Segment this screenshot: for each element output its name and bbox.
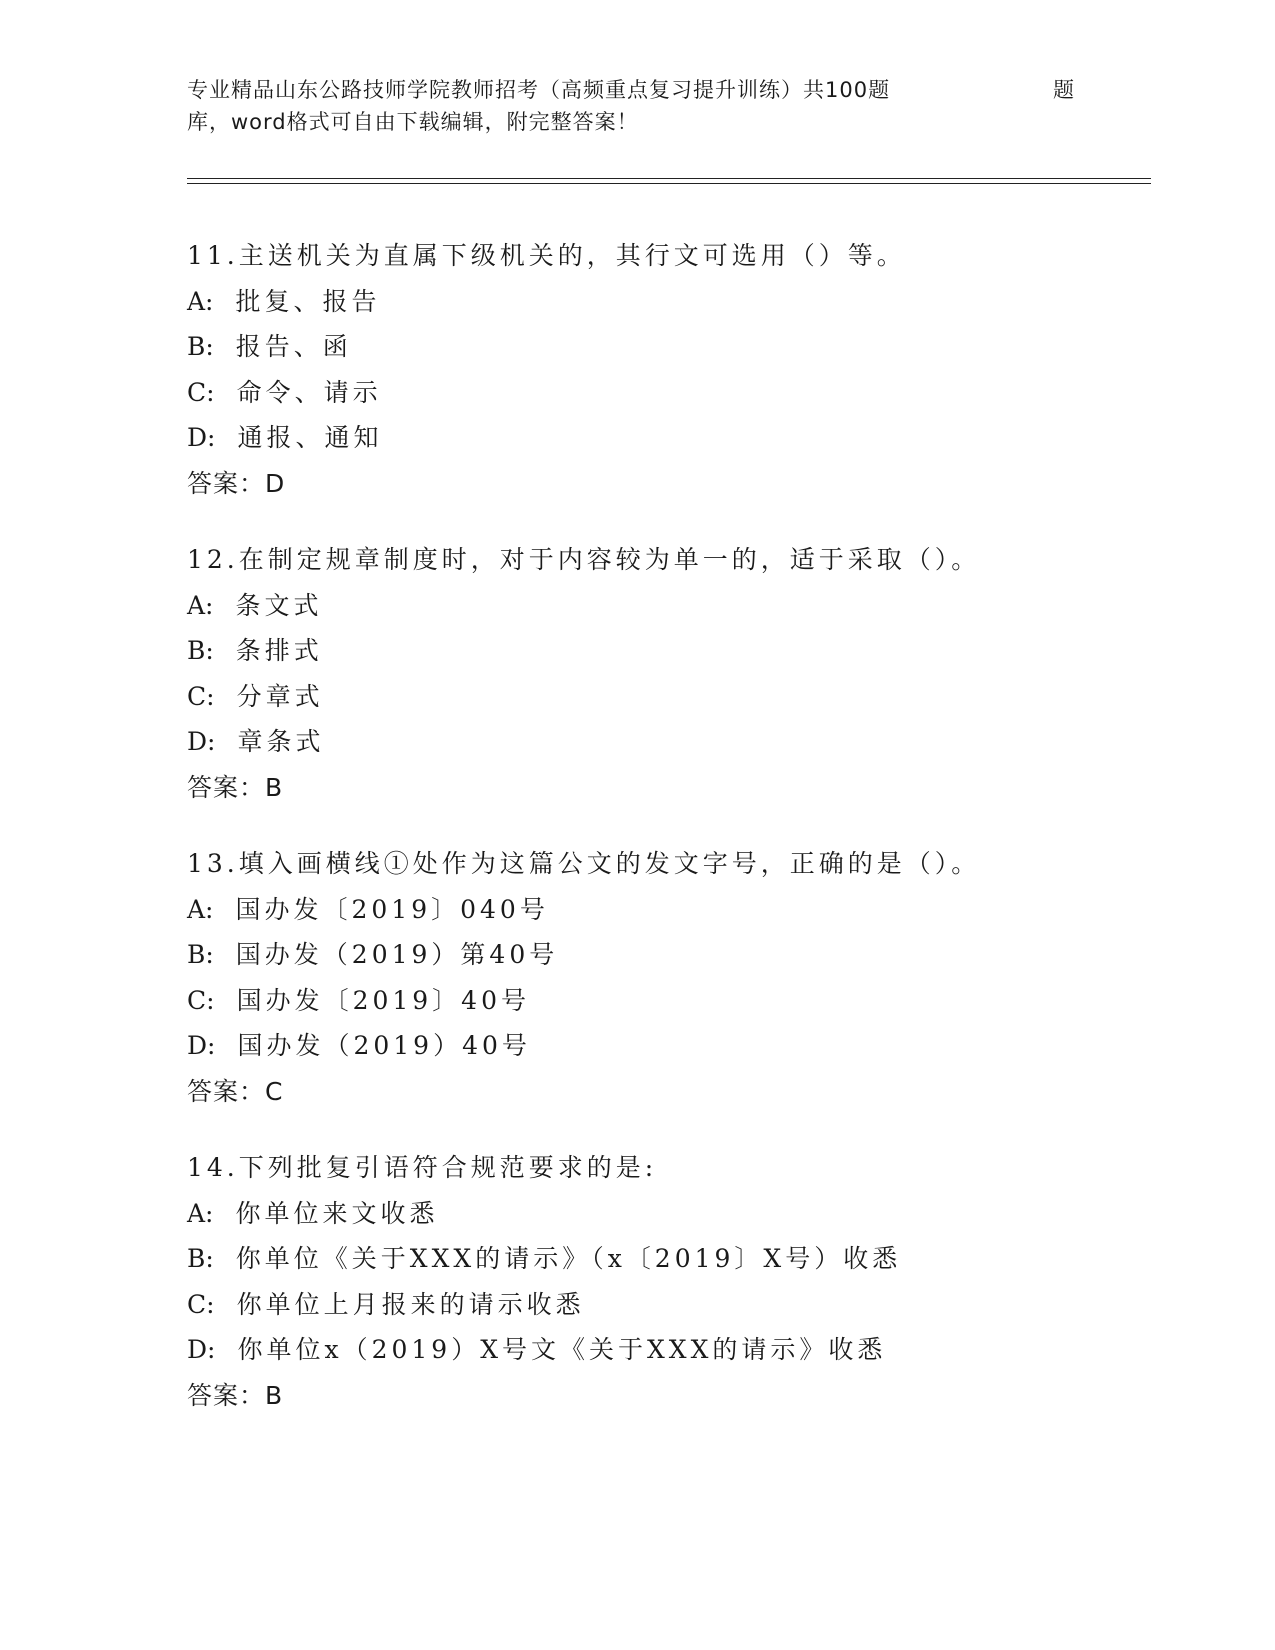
option-letter: C: [187, 681, 215, 711]
option-a [187, 279, 1147, 325]
option-letter: D: [187, 1031, 216, 1060]
option-text: 分章式 [236, 681, 324, 711]
option-letter: A: [187, 590, 214, 620]
option-text: 你单位来文收悉 [235, 1198, 439, 1228]
question-11 [187, 233, 1147, 506]
header-divider-top [187, 178, 1151, 179]
option-d [187, 719, 1147, 765]
option-b [187, 932, 1147, 978]
option-letter: A: [187, 1198, 214, 1228]
question-stem: 12.在制定规章制度时，对于内容较为单一的，适于采取（）。 [187, 545, 981, 574]
option-letter: B: [187, 940, 214, 969]
option-letter: C: [187, 377, 215, 407]
option-a [187, 583, 1147, 629]
header-title-tail: 题 [1053, 78, 1075, 102]
option-letter: A: [187, 286, 214, 316]
option-text: 国办发（2019）40号 [237, 1031, 531, 1060]
question-list [187, 233, 1147, 1449]
document-header [187, 74, 1087, 138]
option-text: 你单位x（2019）X号文《关于XXX的请示》收悉 [237, 1335, 887, 1364]
option-letter: C: [187, 1289, 215, 1319]
answer-line: 答案：D [187, 468, 286, 498]
option-b [187, 1236, 1147, 1282]
option-letter: B: [187, 636, 214, 665]
option-letter: B: [187, 1244, 214, 1273]
option-letter: D: [187, 1335, 216, 1364]
header-line-1 [187, 74, 1087, 106]
question-13 [187, 841, 1147, 1114]
option-a [187, 1191, 1147, 1237]
option-letter: C: [187, 985, 215, 1015]
question-12 [187, 537, 1147, 810]
option-d [187, 415, 1147, 461]
option-text: 国办发（2019）第40号 [235, 940, 559, 969]
option-text: 报告、函 [235, 332, 352, 361]
option-b [187, 628, 1147, 674]
option-letter: D: [187, 727, 216, 756]
option-c [187, 978, 1147, 1024]
option-text: 你单位《关于XXX的请示》（x〔2019〕X号）收悉 [235, 1244, 902, 1273]
question-stem: 11.主送机关为直属下级机关的，其行文可选用（）等。 [187, 241, 906, 270]
option-text: 条文式 [235, 590, 323, 620]
option-d [187, 1327, 1147, 1373]
option-c [187, 1282, 1147, 1328]
option-text: 条排式 [235, 636, 323, 665]
option-letter: B: [187, 332, 214, 361]
question-14 [187, 1145, 1147, 1418]
option-text: 章条式 [237, 727, 325, 756]
answer-line: 答案：C [187, 1076, 284, 1106]
option-letter: D: [187, 423, 216, 452]
header-title-text: 专业精品山东公路技师学院教师招考（高频重点复习提升训练）共100题 [187, 78, 891, 102]
answer-line: 答案：B [187, 772, 284, 802]
option-text: 国办发〔2019〕40号 [236, 985, 530, 1015]
option-text: 批复、报告 [235, 286, 381, 316]
option-text: 通报、通知 [237, 423, 383, 452]
option-d [187, 1023, 1147, 1069]
option-text: 国办发〔2019〕040号 [235, 894, 549, 924]
option-text: 你单位上月报来的请示收悉 [236, 1289, 585, 1319]
question-stem: 13.填入画横线①处作为这篇公文的发文字号，正确的是（）。 [187, 849, 981, 878]
option-b [187, 324, 1147, 370]
option-c [187, 370, 1147, 416]
option-text: 命令、请示 [236, 377, 382, 407]
header-divider-bottom [187, 183, 1151, 184]
question-stem: 14.下列批复引语符合规范要求的是: [187, 1153, 658, 1182]
option-letter: A: [187, 894, 214, 924]
option-c [187, 674, 1147, 720]
header-line-2: 库，word格式可自由下载编辑，附完整答案！ [187, 110, 639, 134]
answer-line: 答案：B [187, 1380, 284, 1410]
option-a [187, 887, 1147, 933]
